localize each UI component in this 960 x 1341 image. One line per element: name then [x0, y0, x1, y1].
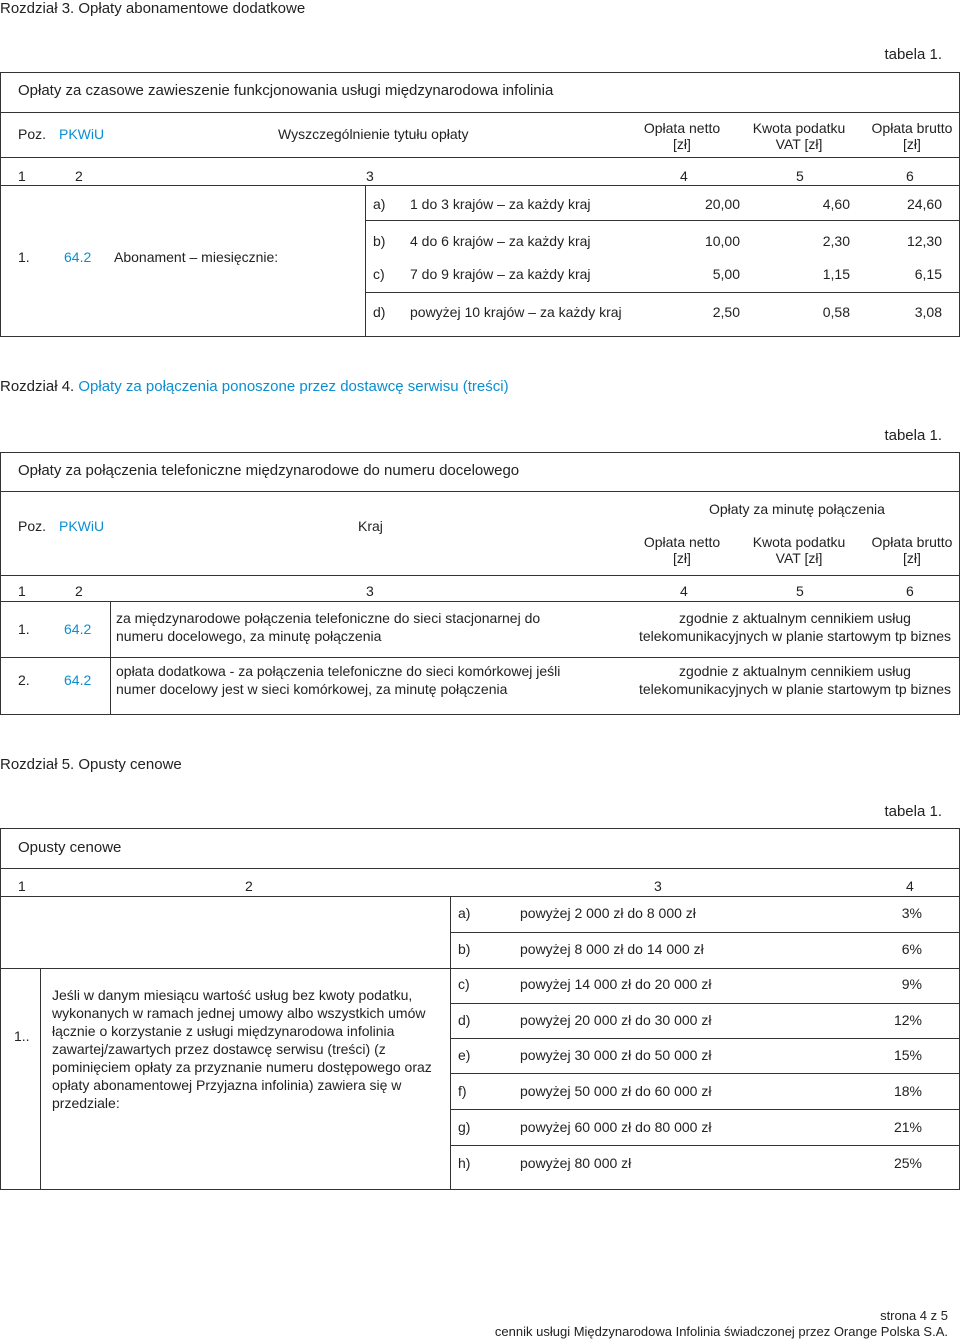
section-5-heading: Rozdział 5. Opusty cenowe	[0, 756, 182, 773]
row-pkwiu: 64.2	[64, 672, 92, 688]
colnum: 4	[680, 168, 688, 184]
row-description: za międzynarodowe połączenia telefoniczne do sieci stacjonarnej do numeru docelowego, za minutę połączenia	[116, 610, 541, 644]
footer-text: cennik usługi Międzynarodowa Infolinia świadczonej przez Orange Polska S.A.	[494, 1324, 948, 1339]
row-pkwiu: 64.2	[64, 249, 92, 265]
item-brutto: 24,60	[906, 196, 942, 212]
header-pkwiu: PKWiU	[59, 126, 105, 142]
colnum: 1	[18, 168, 26, 184]
item-vat: 0,58	[822, 304, 850, 320]
range-text: powyżej 14 000 zł do 20 000 zł	[520, 976, 712, 992]
header-description: Wyszczególnienie tytułu opłaty	[278, 126, 469, 142]
row-price: zgodnie z aktualnym cennikiem usług telekomunikacyjnych w planie startowym tp biznes	[638, 663, 952, 697]
row-poz: 1.	[18, 249, 30, 265]
discount-condition: Jeśli w danym miesiącu wartość usług bez kwoty podatku, wykonanych w ramach jednej umowy albo wszystkich umów łącznie o korzystanie z usługi międzynarodowa infolinia zawartej/zawartych przez dostawcę serwisu (treści) (z pominięciem opłaty za przyznanie numeru dostępowego oraz opłaty abonamentowej Przyjazna infolinia) zawiera się w przedziale:	[52, 987, 432, 1111]
header-vat: Kwota podatku VAT [zł]	[752, 534, 846, 566]
row-poz: 1..	[14, 1028, 30, 1044]
range-percent: 18%	[893, 1083, 922, 1099]
range-percent: 15%	[893, 1047, 922, 1063]
colnum: 2	[75, 168, 83, 184]
range-text: powyżej 80 000 zł	[520, 1155, 632, 1171]
item-letter: c)	[373, 266, 385, 282]
colnum: 1	[18, 583, 26, 599]
colnum: 5	[796, 168, 804, 184]
row-description: opłata dodatkowa - za połączenia telefoniczne do sieci komórkowej jeśli numer docelowy jest w sieci komórkowej, za minutę połączenia	[116, 663, 561, 697]
row-poz: 2.	[18, 672, 30, 688]
item-brutto: 3,08	[914, 304, 942, 320]
row-label: Abonament – miesięcznie:	[114, 249, 279, 265]
item-netto: 5,00	[712, 266, 740, 282]
table-caption: Opłaty za połączenia telefoniczne międzynarodowe do numeru docelowego	[18, 462, 520, 479]
table-caption: Opusty cenowe	[18, 839, 122, 856]
colnum: 3	[654, 878, 662, 894]
section-4-heading: Rozdział 4. Opłaty za połączenia ponoszone przez dostawcę serwisu (treści)	[0, 378, 509, 395]
row-pkwiu: 64.2	[64, 621, 92, 637]
range-letter: c)	[458, 976, 470, 992]
item-text: 1 do 3 krajów – za każdy kraj	[410, 196, 591, 212]
header-brutto: Opłata brutto [zł]	[871, 120, 953, 152]
item-netto: 10,00	[704, 233, 740, 249]
colnum: 6	[906, 168, 914, 184]
range-letter: h)	[458, 1155, 471, 1171]
item-netto: 20,00	[704, 196, 740, 212]
colnum: 4	[906, 878, 914, 894]
header-poz: Poz.	[18, 126, 47, 142]
section-3-heading: Rozdział 3. Opłaty abonamentowe dodatkowe	[0, 0, 306, 17]
range-percent: 9%	[901, 976, 922, 992]
range-letter: a)	[458, 905, 471, 921]
range-letter: e)	[458, 1047, 471, 1063]
colnum: 5	[796, 583, 804, 599]
colnum: 2	[75, 583, 83, 599]
colnum: 3	[366, 168, 374, 184]
item-vat: 1,15	[822, 266, 850, 282]
range-percent: 12%	[893, 1012, 922, 1028]
range-text: powyżej 8 000 zł do 14 000 zł	[520, 941, 704, 957]
range-letter: d)	[458, 1012, 471, 1028]
range-text: powyżej 60 000 zł do 80 000 zł	[520, 1119, 712, 1135]
row-poz: 1.	[18, 621, 30, 637]
item-vat: 4,60	[822, 196, 850, 212]
item-brutto: 12,30	[906, 233, 942, 249]
item-vat: 2,30	[822, 233, 850, 249]
range-letter: f)	[458, 1083, 467, 1099]
table-number: tabela 1.	[884, 427, 942, 444]
range-letter: g)	[458, 1119, 471, 1135]
item-text: 7 do 9 krajów – za każdy kraj	[410, 266, 591, 282]
header-pkwiu: PKWiU	[59, 518, 105, 534]
colnum: 6	[906, 583, 914, 599]
table-caption: Opłaty za czasowe zawieszenie funkcjonowania usługi międzynarodowa infolinia	[18, 82, 554, 99]
header-kraj: Kraj	[358, 518, 383, 534]
header-vat: Kwota podatku VAT [zł]	[752, 120, 846, 152]
item-brutto: 6,15	[914, 266, 942, 282]
header-poz: Poz.	[18, 518, 47, 534]
colnum: 2	[245, 878, 253, 894]
page-number: strona 4 z 5	[880, 1308, 948, 1323]
range-letter: b)	[458, 941, 471, 957]
colnum: 4	[680, 583, 688, 599]
range-percent: 21%	[893, 1119, 922, 1135]
header-netto: Opłata netto [zł]	[643, 120, 721, 152]
header-netto: Opłata netto [zł]	[643, 534, 721, 566]
header-group: Opłaty za minutę połączenia	[709, 501, 885, 517]
row-price: zgodnie z aktualnym cennikiem usług telekomunikacyjnych w planie startowym tp biznes	[638, 610, 952, 644]
range-percent: 3%	[901, 905, 922, 921]
table-number: tabela 1.	[884, 803, 942, 820]
range-text: powyżej 50 000 zł do 60 000 zł	[520, 1083, 712, 1099]
table-number: tabela 1.	[884, 46, 942, 63]
item-text: 4 do 6 krajów – za każdy kraj	[410, 233, 591, 249]
item-letter: a)	[373, 196, 386, 212]
item-letter: b)	[373, 233, 386, 249]
range-text: powyżej 30 000 zł do 50 000 zł	[520, 1047, 712, 1063]
range-percent: 6%	[901, 941, 922, 957]
item-netto: 2,50	[712, 304, 740, 320]
colnum: 1	[18, 878, 26, 894]
range-percent: 25%	[893, 1155, 922, 1171]
range-text: powyżej 20 000 zł do 30 000 zł	[520, 1012, 712, 1028]
colnum: 3	[366, 583, 374, 599]
item-text: powyżej 10 krajów – za każdy kraj	[410, 304, 622, 320]
item-letter: d)	[373, 304, 386, 320]
header-brutto: Opłata brutto [zł]	[871, 534, 953, 566]
range-text: powyżej 2 000 zł do 8 000 zł	[520, 905, 696, 921]
